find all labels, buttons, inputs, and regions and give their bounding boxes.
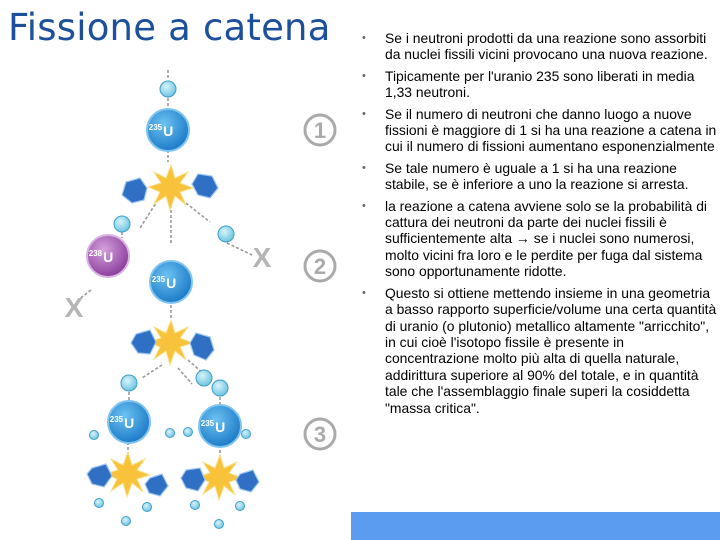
uranium-235-nucleus [150,261,192,303]
neutron [236,502,245,511]
neutron [160,81,176,97]
bullet-item: • Se i neutroni prodotti da una reazione sono assorbiti da nuclei fissili vicini provocano una nuova reazione. [352,30,718,63]
bullet-item: • Se il numero di neutroni che danno luogo a nuove fissioni è maggiore di 1 si ha una reazione a catena in cui il numero di fissioni aumentano esponenzialmente [352,106,718,155]
step-marker-1 [305,115,335,145]
blocked-x-icon: X [252,242,272,273]
neutron [184,428,193,437]
uranium-235-nucleus [147,109,189,151]
neutron [196,370,212,386]
neutron [215,520,224,529]
neutron [90,431,99,440]
neutron-path [140,200,158,228]
step-number: 1 [313,118,327,143]
neutron [212,380,228,396]
neutron [121,375,137,391]
element-symbol: U [215,419,226,435]
neutron [166,429,175,438]
mass-number: 235 [151,275,166,284]
step-marker-2 [305,251,335,281]
uranium-235-nucleus [199,405,241,447]
neutron [191,501,200,510]
neutron-path [142,365,162,378]
element-symbol: U [166,275,177,291]
fission-fragment [190,333,214,360]
element-symbol: U [124,415,135,431]
fission-fragment [131,330,156,354]
step-number: 3 [313,422,327,447]
neutron [95,499,104,508]
fission-fragment [145,474,168,496]
neutron-path [227,243,252,255]
neutron [242,430,251,439]
element-symbol: U [103,249,114,265]
neutron-path [178,368,192,384]
fission-flashes [105,165,242,500]
bullet-item: • Tipicamente per l'uranio 235 sono liberati in media 1,33 neutroni. [352,68,718,101]
step-marker-3 [305,419,335,449]
bullet-item: • Se tale numero è uguale a 1 si ha una reazione stabile, se è inferiore a uno la reazione si arresta. [352,160,718,193]
mass-number: 238 [88,249,103,258]
mass-number: 235 [200,419,215,428]
slide-title: Fissione a catena [8,6,331,49]
mass-number: 235 [109,415,124,424]
neutron [143,503,152,512]
fission-fragment [236,470,259,492]
step-markers [305,115,335,449]
neutron-path [182,200,210,222]
step-number: 2 [313,254,327,279]
fission-fragment [87,464,112,487]
fission-fragment [192,174,218,198]
neutron [122,517,131,526]
fission-fragment [122,178,147,203]
neutron [218,226,234,242]
bullet-item: • Questo si ottiene mettendo insieme in una geometria a basso rapporto superficie/volume una certa quantità di uranio (o plutonio) metallico altamente "arricchito", in cui cioè l'isotopo fissile è presente in concentrazione molto più alta di quella naturale, addirittura superiore al 90% del totale, e in quantità tale che l'assemblaggio finale superi la cosiddetta "massa critica". [352,285,718,416]
element-symbol: U [163,123,174,139]
uranium-238-nucleus [87,235,129,277]
mass-number: 235 [148,123,163,132]
bullet-item: • la reazione a catena avviene solo se la probabilità di cattura dei neutroni da parte dei nuclei fissili è sufficientemente alta → se i nuclei sono numerosi, molto vicini fra loro e le perdite per fuga dal sistema sono opportunamente ridotte. [352,198,718,280]
bullet-list [352,30,718,416]
footer-bar [351,512,720,540]
uranium-235-nucleus [108,401,150,443]
neutron [114,216,130,232]
fission-fragment [181,468,205,491]
chain-fission-diagram [55,66,355,540]
blocked-x-icon: X [64,292,84,323]
